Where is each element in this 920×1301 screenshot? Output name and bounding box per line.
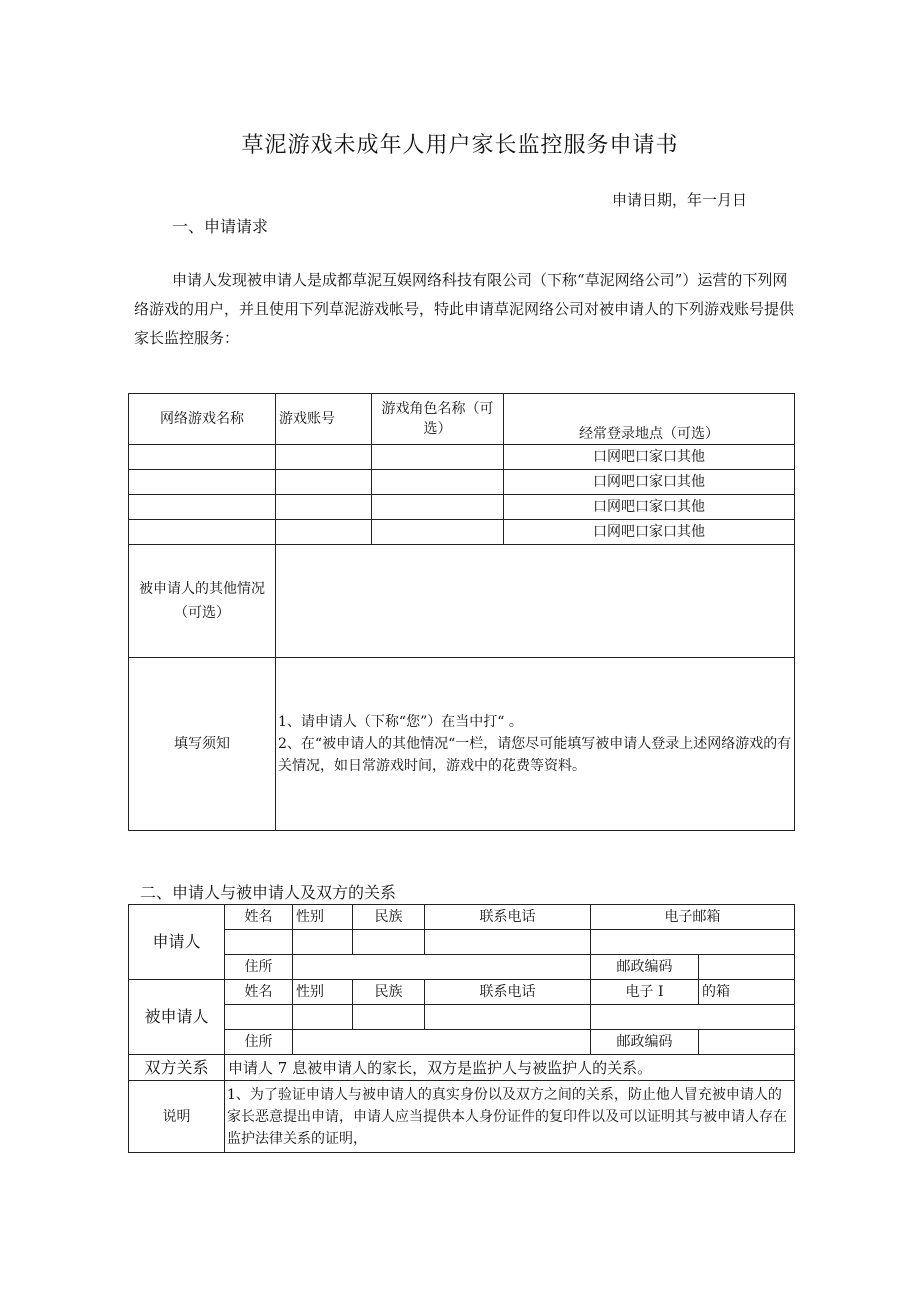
game-name-cell[interactable] bbox=[129, 495, 276, 520]
respondent-gender-label: 性别 bbox=[293, 980, 353, 1005]
applicant-postcode-label: 邮政编码 bbox=[591, 955, 699, 980]
location-options[interactable]: 口网吧口家口其他 bbox=[504, 520, 795, 545]
notes-label: 填写须知 bbox=[129, 658, 276, 831]
respondent-phone-field[interactable] bbox=[425, 1005, 591, 1030]
applicant-ethnicity-label: 民族 bbox=[353, 905, 425, 930]
other-info-label: 被申请人的其他情况（可选） bbox=[129, 545, 276, 658]
relation-label: 双方关系 bbox=[129, 1055, 225, 1081]
header-role-name: 游戏角色名称（可选） bbox=[372, 394, 504, 445]
relationship-table bbox=[128, 904, 795, 1153]
section1-paragraph bbox=[134, 266, 794, 353]
respondent-email-field[interactable] bbox=[591, 1005, 795, 1030]
applicant-gender-label: 性别 bbox=[293, 905, 353, 930]
explain-label: 说明 bbox=[129, 1081, 225, 1153]
table-row bbox=[129, 520, 795, 545]
respondent-gender-field[interactable] bbox=[293, 1005, 353, 1030]
location-options[interactable]: 口网吧口家口其他 bbox=[504, 445, 795, 470]
respondent-postcode-field[interactable] bbox=[699, 1030, 795, 1055]
header-game-name: 网络游戏名称 bbox=[129, 394, 276, 445]
section2-heading: 二、申请人与被申请人及双方的关系 bbox=[140, 883, 397, 902]
applicant-email-field[interactable] bbox=[591, 930, 795, 955]
respondent-postcode-label: 邮政编码 bbox=[591, 1030, 699, 1055]
applicant-gender-field[interactable] bbox=[293, 930, 353, 955]
location-options[interactable]: 口网吧口家口其他 bbox=[504, 495, 795, 520]
respondent-name-field[interactable] bbox=[225, 1005, 293, 1030]
game-account-cell[interactable] bbox=[276, 495, 372, 520]
relation-text: 申请人 7 息被申请人的家长，双方是监护人与被监护人的关系。 bbox=[225, 1055, 795, 1081]
respondent-phone-label: 联系电话 bbox=[425, 980, 591, 1005]
role-name-cell[interactable] bbox=[372, 520, 504, 545]
game-name-cell[interactable] bbox=[129, 445, 276, 470]
section1-heading: 一、申请请求 bbox=[172, 217, 269, 236]
header-login-location: 经常登录地点（可选） bbox=[504, 394, 795, 445]
note-1: 1、请申请人（下称“您”）在当中打“ 。 bbox=[278, 714, 523, 730]
header-game-account: 游戏账号 bbox=[276, 394, 372, 445]
role-name-cell[interactable] bbox=[372, 470, 504, 495]
respondent-address-label: 住所 bbox=[225, 1030, 293, 1055]
notes-content bbox=[276, 658, 795, 831]
respondent-email-label-b: 的箱 bbox=[699, 980, 795, 1005]
respondent-name-label: 姓名 bbox=[225, 980, 293, 1005]
applicant-name-field[interactable] bbox=[225, 930, 293, 955]
game-account-cell[interactable] bbox=[276, 520, 372, 545]
respondent-label: 被申请人 bbox=[129, 980, 225, 1055]
applicant-email-label: 电子邮箱 bbox=[591, 905, 795, 930]
explain-text: 1、为了验证申请人与被申请人的真实身份以及双方之间的关系，防止他人冒充被申请人的家长恶意提出申请，申请人应当提供本人身份证件的复印件以及可以证明其与被申请人存在监护法律关系的证明， bbox=[225, 1081, 795, 1153]
applicant-address-label: 住所 bbox=[225, 955, 293, 980]
applicant-phone-field[interactable] bbox=[425, 930, 591, 955]
section1-paragraph-text: 申请人发现被申请人是成都草泥互娱网络科技有限公司（下称“草泥网络公司”）运营的下列网络游戏的用户，并且使用下列草泥游戏帐号，特此申请草泥网络公司对被申请人的下列游戏账号提供家长监控服务： bbox=[134, 271, 795, 347]
table-row bbox=[129, 470, 795, 495]
respondent-email-label-a: 电子 I bbox=[591, 980, 699, 1005]
respondent-address-field[interactable] bbox=[293, 1030, 591, 1055]
applicant-name-label: 姓名 bbox=[225, 905, 293, 930]
applicant-label: 申请人 bbox=[129, 905, 225, 980]
role-name-cell[interactable] bbox=[372, 445, 504, 470]
game-name-cell[interactable] bbox=[129, 470, 276, 495]
respondent-ethnicity-label: 民族 bbox=[353, 980, 425, 1005]
location-options[interactable]: 口网吧口家口其他 bbox=[504, 470, 795, 495]
game-account-cell[interactable] bbox=[276, 445, 372, 470]
page-title: 草泥游戏未成年人用户家长监控服务申请书 bbox=[241, 133, 679, 158]
applicant-ethnicity-field[interactable] bbox=[353, 930, 425, 955]
applicant-address-field[interactable] bbox=[293, 955, 591, 980]
table-row bbox=[129, 495, 795, 520]
applicant-postcode-field[interactable] bbox=[699, 955, 795, 980]
application-date: 申请日期，年一月日 bbox=[612, 191, 748, 209]
game-name-cell[interactable] bbox=[129, 520, 276, 545]
applicant-phone-label: 联系电话 bbox=[425, 905, 591, 930]
game-accounts-table bbox=[128, 393, 795, 831]
other-info-field[interactable] bbox=[276, 545, 795, 658]
game-account-cell[interactable] bbox=[276, 470, 372, 495]
respondent-ethnicity-field[interactable] bbox=[353, 1005, 425, 1030]
table-row bbox=[129, 445, 795, 470]
note-2: 2、在“被申请人的其他情况“一栏，请您尽可能填写被申请人登录上述网络游戏的有关情况，如日常游戏时间，游戏中的花费等资料。 bbox=[278, 736, 792, 774]
role-name-cell[interactable] bbox=[372, 495, 504, 520]
